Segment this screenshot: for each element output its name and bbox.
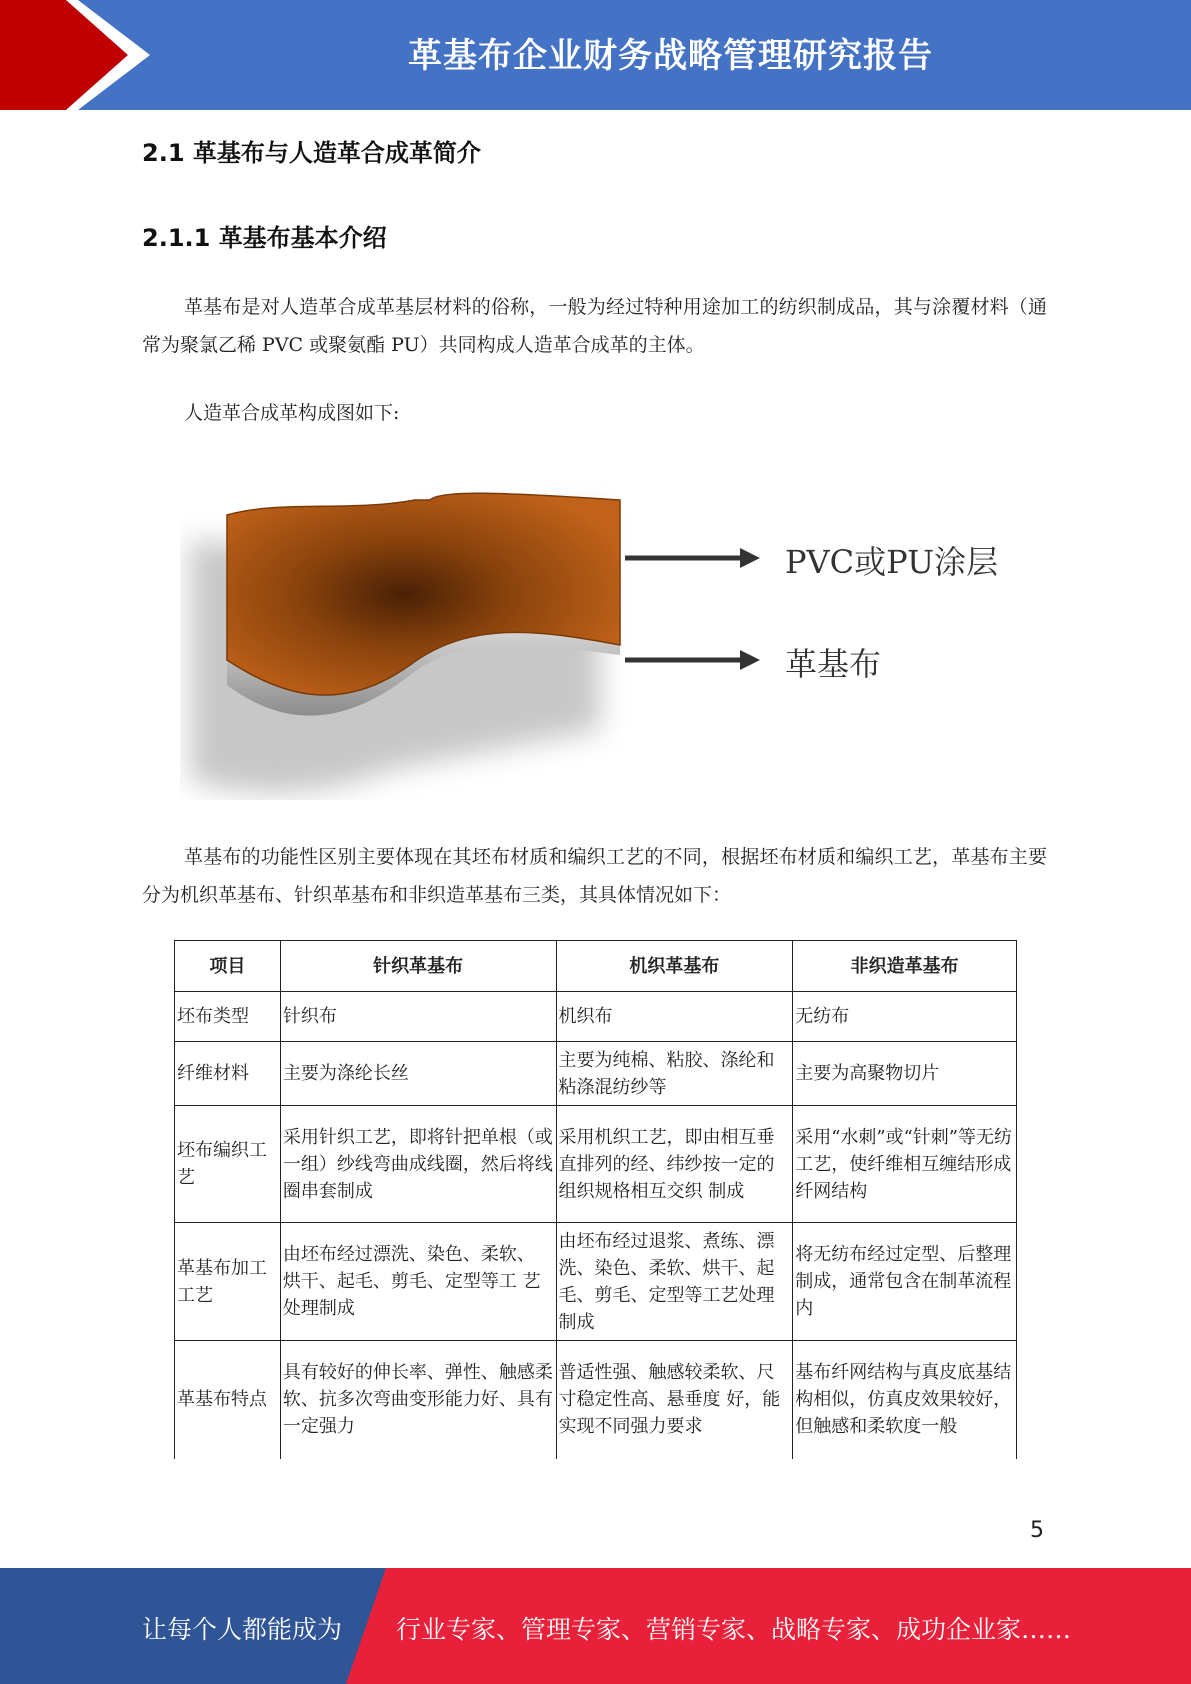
table-cell: 革基布加工工艺 [175,1223,281,1341]
table-cell: 机织布 [556,992,793,1042]
table-cell: 采用针织工艺，即将针把单根（或一组）纱线弯曲成线圈，然后将线圈串套制成 [280,1106,556,1223]
comparison-table [174,940,1017,1459]
table-cell: 针织布 [280,992,556,1042]
table-header-cell: 非织造革基布 [793,941,1017,992]
table-header-cell: 机织革基布 [556,941,793,992]
table-cell: 普适性强、触感较柔软、尺寸稳定性高、悬垂度 好，能实现不同强力要求 [556,1341,793,1459]
table-row [175,1341,1017,1459]
table-cell: 坯布编织工艺 [175,1106,281,1223]
table-row [175,1223,1017,1341]
table-cell: 将无纺布经过定型、后整理制成，通常包含在制革流程内 [793,1223,1017,1341]
table-row [175,1042,1017,1106]
subsection-heading: 2.1.1 革基布基本介绍 [142,224,387,252]
intro-paragraph: 革基布是对人造革合成革基层材料的俗称，一般为经过特种用途加工的纺织制成品，其与涂覆材料（通常为聚氯乙稀 PVC 或聚氨酯 PU）共同构成人造革合成革的主体。 [142,296,1047,356]
table-cell: 由坯布经过漂洗、染色、柔软、 烘干、起毛、剪毛、定型等工 艺处理制成 [280,1223,556,1341]
arrow-coating-head [740,548,760,568]
page-number: 5 [1030,1518,1044,1543]
table-cell: 无纺布 [793,992,1017,1042]
table-cell: 采用“水刺”或“针刺”等无纺工艺，使纤维相互缠结形成纤网结构 [793,1106,1017,1223]
table-cell: 主要为纯棉、粘胶、涤纶和粘涤混纺纱等 [556,1042,793,1106]
table-header-row [175,941,1017,992]
table-cell: 采用机织工艺，即由相互垂直排列的经、纬纱按一定的组织规格相互交织 制成 [556,1106,793,1223]
footer-slogan-left: 让每个人都能成为 [142,1615,343,1644]
table-cell: 纤维材料 [175,1042,281,1106]
table-header-cell: 针织革基布 [280,941,556,992]
table-cell: 基布纤网结构与真皮底基结构相似，仿真皮效果较好，但触感和柔软度一般 [793,1341,1017,1459]
classification-paragraph: 革基布的功能性区别主要体现在其坯布材质和编织工艺的不同，根据坯布材质和编织工艺，革基布主要分为机织革基布、针织革基布和非织造革基布三类，其具体情况如下： [142,846,1047,906]
base-label: 革基布 [785,645,882,683]
table-cell: 主要为高聚物切片 [793,1042,1017,1106]
page-header [0,0,1191,110]
table-cell: 由坯布经过退浆、煮练、漂洗、染色、柔软、烘干、起毛、剪毛、定型等工艺处理制成 [556,1223,793,1341]
table-row [175,1106,1017,1223]
table-cell: 坯布类型 [175,992,281,1042]
report-title: 革基布企业财务战略管理研究报告 [408,36,933,76]
diagram-intro-paragraph: 人造革合成革构成图如下: [184,402,400,424]
table-header-cell: 项目 [175,941,281,992]
coating-label: PVC或PU涂层 [785,543,999,581]
leather-structure-diagram [180,480,1020,800]
table-row [175,992,1017,1042]
table-cell: 主要为涤纶长丝 [280,1042,556,1106]
table-cell: 革基布特点 [175,1341,281,1459]
section-heading: 2.1 革基布与人造革合成革简介 [142,139,481,167]
table-cell: 具有较好的伸长率、弹性、触感柔软、抗多次弯曲变形能力好、具有一定强力 [280,1341,556,1459]
footer-slogan-right: 行业专家、管理专家、营销专家、战略专家、成功企业家…… [396,1615,1072,1644]
arrow-base-head [740,650,760,670]
